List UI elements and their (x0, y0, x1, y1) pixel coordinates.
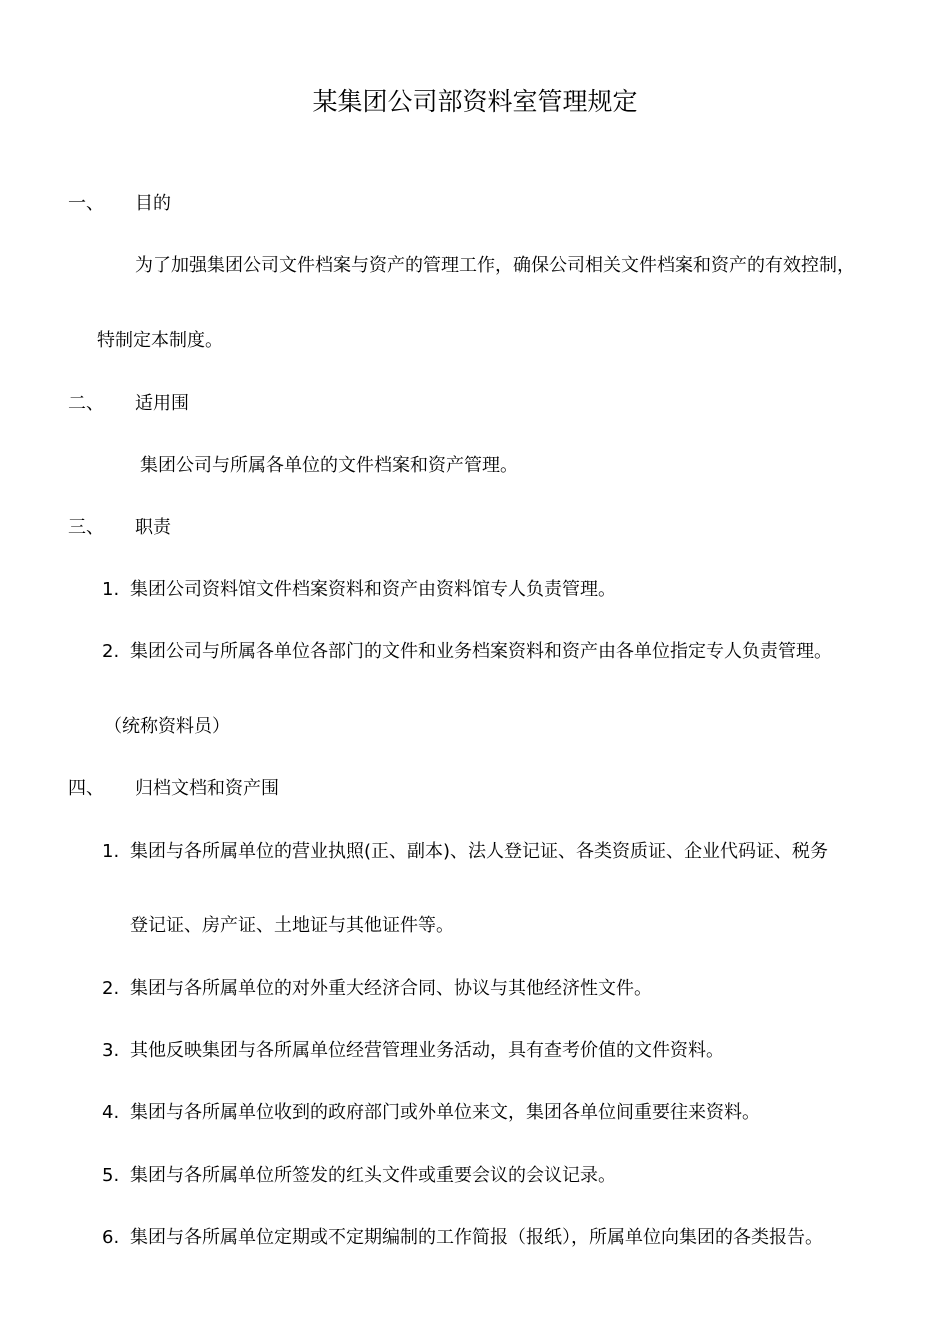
section-3-item-2-number: 2. (102, 641, 120, 662)
section-3-number: 三、 (68, 517, 104, 538)
section-4-item-3-number: 3. (102, 1040, 120, 1061)
section-4-number: 四、 (68, 778, 104, 799)
section-4-item-3-text: 其他反映集团与各所属单位经营管理业务活动，具有查考价值的文件资料。 (130, 1040, 724, 1061)
section-4-item-6-text: 集团与各所属单位定期或不定期编制的工作简报（报纸），所属单位向集团的各类报告。 (130, 1227, 823, 1248)
section-4-item-4-text: 集团与各所属单位收到的政府部门或外单位来文，集团各单位间重要往来资料。 (130, 1102, 760, 1123)
section-2-heading: 适用围 (135, 393, 189, 414)
section-4-item-2-number: 2. (102, 978, 120, 999)
section-4-item-1-continuation: 登记证、房产证、土地证与其他证件等。 (130, 915, 454, 936)
section-4-item-5-text: 集团与各所属单位所签发的红头文件或重要会议的会议记录。 (130, 1165, 616, 1186)
section-4-item-1-text: 集团与各所属单位的营业执照(正、副本)、法人登记证、各类资质证、企业代码证、税务 (130, 841, 829, 862)
document-title: 某集团公司部资料室管理规定 (312, 87, 638, 116)
section-3-item-1-number: 1. (102, 579, 120, 600)
section-4-item-6-number: 6. (102, 1227, 120, 1248)
section-3-heading: 职责 (135, 517, 171, 538)
section-1-heading: 目的 (135, 193, 171, 214)
section-4-item-2-text: 集团与各所属单位的对外重大经济合同、协议与其他经济性文件。 (130, 978, 652, 999)
section-3-item-2-text: 集团公司与所属各单位各部门的文件和业务档案资料和资产由各单位指定专人负责管理。 (130, 641, 832, 662)
section-2-paragraph: 集团公司与所属各单位的文件档案和资产管理。 (140, 455, 518, 476)
section-4-item-5-number: 5. (102, 1165, 120, 1186)
section-3-item-1-text: 集团公司资料馆文件档案资料和资产由资料馆专人负责管理。 (130, 579, 616, 600)
section-1-number: 一、 (68, 193, 104, 214)
section-4-item-1-number: 1. (102, 841, 120, 862)
section-1-paragraph-line-1: 为了加强集团公司文件档案与资产的管理工作，确保公司相关文件档案和资产的有效控制， (135, 255, 855, 276)
section-4-item-4-number: 4. (102, 1102, 120, 1123)
section-1-paragraph-line-2: 特制定本制度。 (97, 330, 223, 351)
section-4-heading: 归档文档和资产围 (135, 778, 279, 799)
section-2-number: 二、 (68, 393, 104, 414)
section-3-note: （统称资料员） (104, 716, 230, 737)
